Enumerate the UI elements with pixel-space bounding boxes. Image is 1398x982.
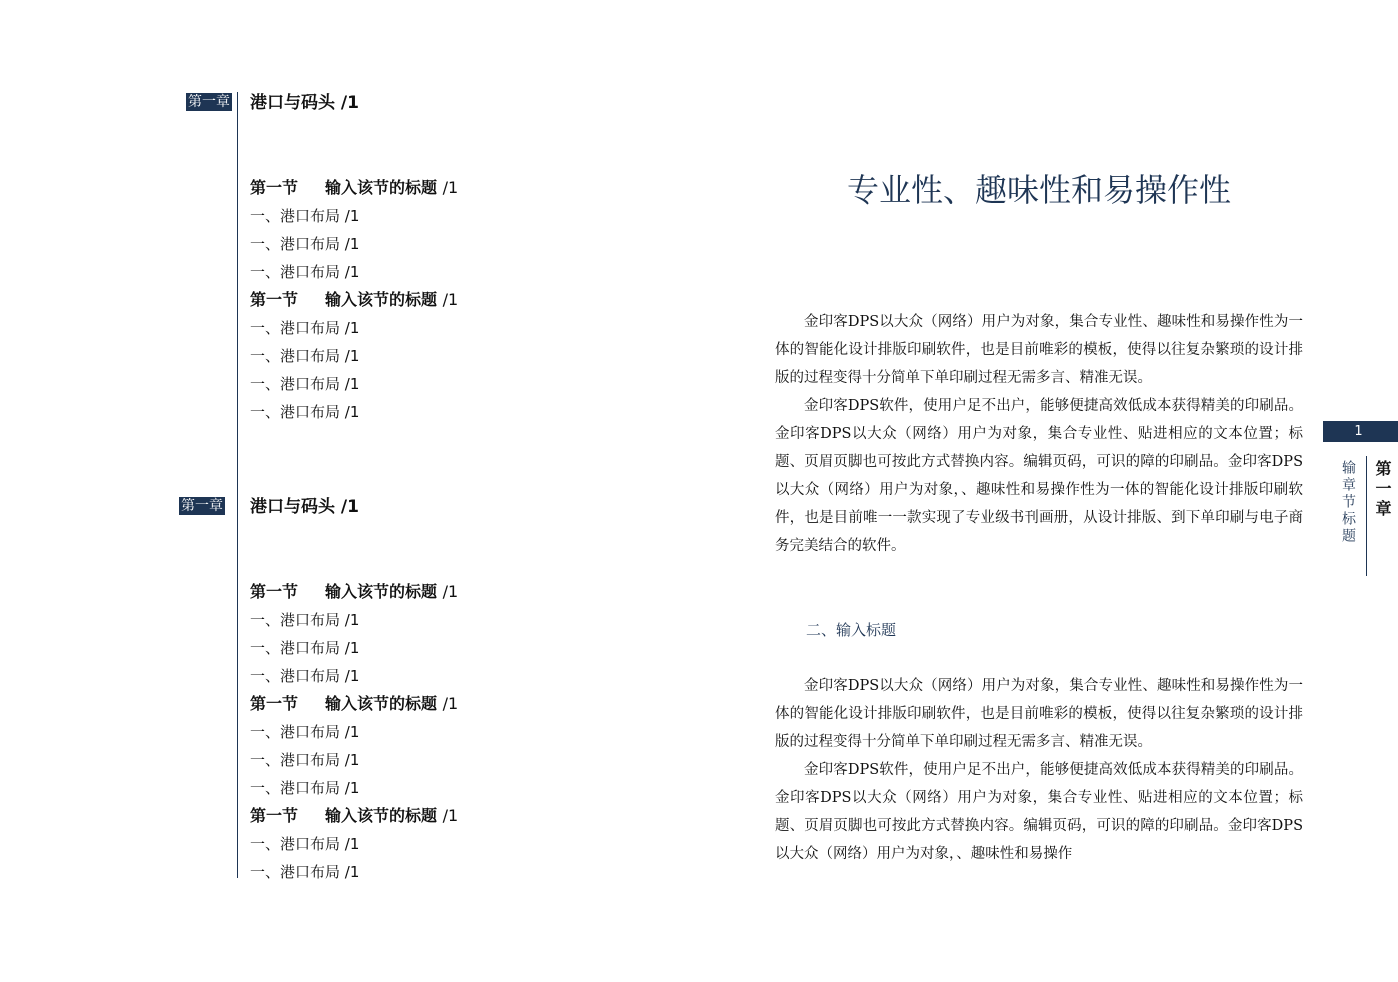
- toc-item-entry[interactable]: [250, 718, 458, 746]
- toc-item-entry[interactable]: [250, 258, 458, 286]
- toc-entry-text: 一、港口布局: [250, 723, 345, 741]
- toc-entry-text: 一、港口布局: [250, 779, 345, 797]
- toc-page-number: /1: [442, 582, 459, 601]
- toc-item-entry[interactable]: [250, 398, 458, 426]
- toc-entry-text: 一、港口布局: [250, 207, 345, 225]
- toc-item-entry[interactable]: [250, 774, 458, 802]
- toc-entry-text: 一、港口布局: [250, 863, 345, 881]
- toc-item-entry[interactable]: [250, 230, 458, 258]
- toc-section-entry[interactable]: [250, 286, 458, 314]
- toc-item-entry[interactable]: [250, 370, 458, 398]
- body-text-block: [775, 308, 1303, 560]
- toc-entry-text: 一、港口布局: [250, 347, 345, 365]
- toc-entry-text: 输入该节的标题: [325, 582, 443, 601]
- paragraph: 金印客DPS软件，使用户足不出户，能够便捷高效低成本获得精美的印刷品。金印客DPS以大众（网络）用户为对象，集合专业性、贴进相应的文本位置；标题、页眉页脚也可按此方式替换内容。编辑页码，可识的障的印刷品。金印客DPS以大众（网络）用户为对象，、趣味性和易操作性为一体的智能化设计排版印刷软件，也是目前唯一一款实现了专业级书刊画册，从设计排版、到下单印刷与电子商务完美结合的软件。: [775, 398, 1303, 554]
- toc-page-number: /1: [442, 178, 459, 197]
- toc-entry-text: 输入该节的标题: [325, 694, 443, 713]
- toc-list: [250, 174, 458, 426]
- toc-page-number: /1: [344, 863, 360, 881]
- toc-entry-text: 一、港口布局: [250, 375, 345, 393]
- toc-item-entry[interactable]: [250, 830, 458, 858]
- toc-page-number: /1: [344, 403, 360, 421]
- toc-page-number: /1: [344, 375, 360, 393]
- toc-item-entry[interactable]: [250, 342, 458, 370]
- toc-page-number: /1: [344, 263, 360, 281]
- toc-item-entry[interactable]: [250, 314, 458, 342]
- chapter-title: 港口与码头 /1: [250, 93, 359, 113]
- toc-entry-text: 一、港口布局: [250, 235, 345, 253]
- toc-page-number: /1: [344, 319, 360, 337]
- toc-page-number: /1: [344, 347, 360, 365]
- toc-entry-text: 一、港口布局: [250, 611, 345, 629]
- paragraph: 金印客DPS以大众（网络）用户为对象，集合专业性、趣味性和易操作性为一体的智能化设计排版印刷软件，也是目前唯彩的模板，使得以往复杂繁琐的设计排版的过程变得十分简单下单印刷过程无需多言、精准无误。: [775, 314, 1303, 386]
- tab-divider: [1366, 456, 1367, 576]
- toc-section-number: 第一节: [250, 290, 299, 309]
- toc-vertical-rule: [237, 92, 238, 878]
- toc-page-number: /1: [344, 639, 360, 657]
- tab-section-label: 输章节标题: [1340, 460, 1356, 545]
- toc-page-number: /1: [344, 235, 360, 253]
- toc-entry-text: 输入该节的标题: [325, 290, 443, 309]
- toc-entry-text: 一、港口布局: [250, 263, 345, 281]
- toc-page-number: /1: [442, 290, 459, 309]
- toc-entry-text: 一、港口布局: [250, 751, 345, 769]
- toc-section-entry[interactable]: [250, 690, 458, 718]
- chapter-badge: 第一章: [188, 94, 230, 110]
- toc-page-number: /1: [344, 723, 360, 741]
- paragraph: 金印客DPS以大众（网络）用户为对象，集合专业性、趣味性和易操作性为一体的智能化设计排版印刷软件，也是目前唯彩的模板，使得以往复杂繁琐的设计排版的过程变得十分简单下单印刷过程无需多言、精准无误。: [775, 678, 1303, 750]
- chapter-badge: 第一章: [181, 498, 223, 514]
- toc-page-number: /1: [344, 611, 360, 629]
- toc-page-number: /1: [442, 694, 459, 713]
- toc-entry-text: 输入该节的标题: [325, 806, 443, 825]
- toc-item-entry[interactable]: [250, 634, 458, 662]
- toc-page-number: /1: [344, 667, 360, 685]
- toc-list: [250, 578, 458, 886]
- page-number-tab: 1: [1323, 421, 1398, 442]
- toc-page-number: /1: [442, 806, 459, 825]
- toc-page-number: /1: [344, 751, 360, 769]
- toc-item-entry[interactable]: [250, 662, 458, 690]
- toc-section-entry[interactable]: [250, 174, 458, 202]
- toc-entry-text: 一、港口布局: [250, 639, 345, 657]
- toc-item-entry[interactable]: [250, 858, 458, 886]
- toc-entry-text: 一、港口布局: [250, 835, 345, 853]
- toc-page-number: /1: [344, 779, 360, 797]
- toc-entry-text: 一、港口布局: [250, 403, 345, 421]
- toc-section-entry[interactable]: [250, 578, 458, 606]
- toc-page-number: /1: [344, 835, 360, 853]
- subheading: 二、输入标题: [806, 621, 897, 639]
- toc-section-number: 第一节: [250, 582, 299, 601]
- toc-entry-text: 一、港口布局: [250, 667, 345, 685]
- toc-item-entry[interactable]: [250, 606, 458, 634]
- page-heading: 专业性、趣味性和易操作性: [846, 171, 1231, 209]
- toc-entry-text: 一、港口布局: [250, 319, 345, 337]
- toc-section-number: 第一节: [250, 178, 299, 197]
- paragraph: 金印客DPS软件，使用户足不出户，能够便捷高效低成本获得精美的印刷品。金印客DPS以大众（网络）用户为对象，集合专业性、贴进相应的文本位置；标题、页眉页脚也可按此方式替换内容。编辑页码，可识的障的印刷品。金印客DPS以大众（网络）用户为对象，、趣味性和易操作: [775, 762, 1303, 862]
- tab-chapter-label: 第一章: [1373, 460, 1392, 520]
- chapter-title: 港口与码头 /1: [250, 497, 359, 517]
- toc-section-number: 第一节: [250, 806, 299, 825]
- toc-section-entry[interactable]: [250, 802, 458, 830]
- body-text-block: [775, 672, 1303, 868]
- toc-page-number: /1: [344, 207, 360, 225]
- toc-section-number: 第一节: [250, 694, 299, 713]
- toc-item-entry[interactable]: [250, 202, 458, 230]
- toc-item-entry[interactable]: [250, 746, 458, 774]
- toc-entry-text: 输入该节的标题: [325, 178, 443, 197]
